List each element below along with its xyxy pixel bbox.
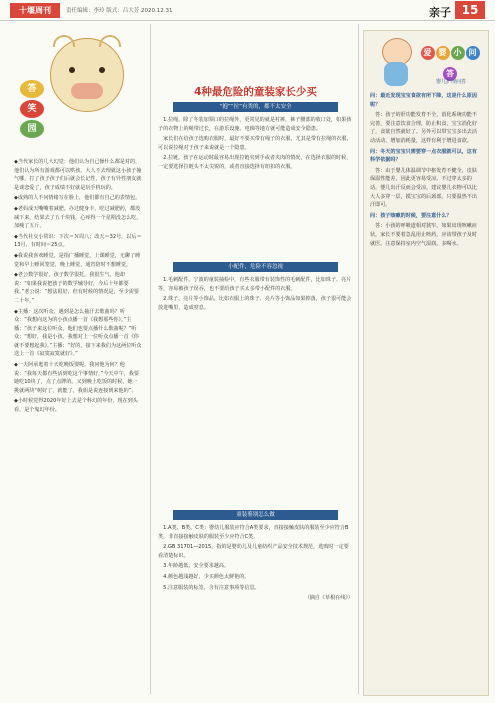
article-paragraph: 1.拉绳。除了冬装加领口的拉绳外，更常见的就是衬裤，裤子腰部的收口处，如果孩子的衣物上的绳带过长，在游乐设施、电梯等地方就可能造成安全隐患。	[158, 117, 352, 132]
qa-title	[420, 40, 480, 81]
qa-title-char: 小	[451, 46, 465, 60]
article-paragraph: 1.毛刺配件。宁波的童装抽检中，有些衣服带有装饰性的毛刺配件，比如珠子、亮片等，容易被孩子误吞，也不要给孩子买太多带小配件的衣服。	[158, 277, 352, 292]
joke-item: ◆当代社交小常识：下次＝Ｎ周八；改天＝32号，以后＝13月，有时间＝25点。	[14, 233, 142, 249]
qa-question: 问：孩子咳嗽的时候，要注意什么？	[370, 212, 452, 219]
baby-illustration	[376, 36, 416, 88]
qa-title-char: 答	[443, 67, 457, 81]
qa-title-char: 问	[466, 46, 480, 60]
badge-char: 笑	[20, 100, 44, 118]
article-paragraph: 2.GB 31701—2015。指的是婴幼儿及儿童纺织产品安全技术规范，选购时一定要看清楚标识。	[158, 544, 349, 559]
article-source: （摘自《草根在线》）	[304, 595, 353, 602]
page-header	[0, 0, 495, 21]
section-subtitle: 童装鉴别怎么做	[173, 510, 338, 520]
section-subtitle: “抱”“拉”有类的，都不太安全	[173, 102, 338, 112]
section-title: 亲子	[429, 6, 451, 19]
qa-title-char: 爱	[421, 46, 435, 60]
joke-item: ◆我说我喜欢睡觉，是指广播睡觉，上课睡觉，无聊了睡觉和早上睡回笼觉，晚上睡觉，通宵陪时不想睡觉。	[14, 252, 141, 268]
column-divider	[358, 24, 359, 694]
qa-answer: 答：孩子的肝功能发育不全，消化系统功能不完善，要注意饮食合理，防止积食，宝宝消化好了，食欲自然就好了。另外可以带宝宝多出去活动活动，增加消耗量，这样有利于增进食欲。	[370, 112, 477, 144]
joke-item: ◆主播：这次听众，遇到是怎么抽汗去歌曲吗？听众：“我想向这为的小孩点播一首《我想那些你》。”主播：“孩子来这位听众，他们也要点播什么歌曲呢？”听众：“想好，我是小孩。我想对上一位听众点播一首《你就不要想起我》。”主播：“好的，接下来我们为这两位听众送上一首《寂寞寂寞就好》。”	[14, 308, 142, 358]
jokes-column	[14, 158, 142, 417]
section-subtitle: 小配件，危险不容忽视	[173, 262, 338, 272]
page-number: 15	[455, 1, 485, 19]
article-section-1	[158, 116, 353, 174]
article-paragraph: 5.注意服装的标签，含有注意事项等信息。	[163, 584, 260, 591]
joke-item: ◆一天阿承逛着十天吃晚饭要呢，我问他为何？他说：“我每天都有些活到吃这个事情好，”今天中午，我要她吃10块了，点了点牌的。又到晚上吃饭的时候，她一挑就两块“树好了，就能了，我姐是说连接到来他的”。	[14, 362, 139, 394]
cow-icon	[50, 38, 124, 112]
badge-char: 答	[20, 80, 44, 98]
qa-subtitle: 婴儿护理问答	[435, 79, 466, 85]
joke-item: ◆老公数学很好，孩子数学很托，我很生气，他却说：“如果我说把孩子的数学辅导好，今后十年都要我。”老公说：“想法很好，但有时候的情况是，至少需要二十年。”	[14, 272, 139, 304]
article-section-2	[158, 276, 353, 314]
cow-illustration	[10, 28, 140, 153]
article-title: 4种最危险的童装家长少买	[194, 86, 317, 98]
joke-item: ◆小时候觉得2020年好上去是个科幻的年份，现在到头看，是个鬼幻年份。	[14, 398, 138, 414]
masthead: 十堰周刊	[10, 3, 60, 18]
article-paragraph: 2.拉链。孩子在运动时最容易出现拉链夹到手或者夹肉的情况，在选择衣服的时候，一定要选择拉链头不太尖锐的，或者直接选择有纽扣的衣服。	[158, 155, 352, 170]
article-section-3	[158, 524, 353, 605]
badge-char: 园	[20, 120, 44, 138]
joke-corner-badge	[20, 80, 46, 140]
article-paragraph: 家长们在给孩子选购衣服时，最好不要买带有绳子的衣服，尤其是带有拉绳的衣服，可以说拉绳对于孩子来说就是一个隐患。	[158, 136, 352, 151]
qa-title-char: 婴	[436, 46, 450, 60]
joke-item: ◆成熟的人不问情绪写在脸上，他们都有自己的表情包。	[14, 195, 141, 202]
joke-item: ◆老妈成天嘴嘴着减肥。办过健身卡，吃过减肥药，都没减下来，结果去了五千块钱，心疼得一个星期没怎么吃，加瘦了五斤。	[14, 205, 142, 230]
article-paragraph: 1.A类、B类、C类：婴幼儿服装应符合A类要求，直接接触皮肤的服装至少应符合B类，非直接接触皮肤的服装至少应符合C类。	[158, 525, 349, 540]
joke-item: ◆当代家长的几大幻觉：他们认为自己操什么都是对的，他们认为所有游戏都可以哄孩。大人不去理就这小孩子撞气哪，打了孩子孩子们后就会长记性，孩子有异性朋友就是谈恋爱了，孩子成绩不好就是玩手机玩的。	[14, 159, 142, 191]
editor-credits: 责任编辑：李玲 版式：吕大芳 2020.12.31	[66, 8, 173, 14]
qa-question: 问：冬天的宝宝只需要穿一点衣服就可以，这有科学依据吗？	[370, 148, 477, 164]
qa-answer: 答：由于婴儿体温调节中枢发育不健全，皮肤保温性能差，因此更容易受凉。不过穿太多的话，婴儿出汗反而会受凉。建议婴儿衣物可以比大人多穿一层，摸宝宝的后颈部，只要温热不出汗即可。	[370, 167, 477, 209]
column-divider	[150, 24, 151, 694]
qa-question: 问：最近发现宝宝食欲有所下降，这是什么原因呢？	[370, 93, 477, 108]
qa-answer: 答：小孩的呼吸道相对狭窄，如果出现咳嗽症状，家长不要着急乱用止咳药，应该带孩子及时就医。注意保持室内空气湿润，多喝水。	[370, 223, 477, 247]
article-paragraph: 4.颜色越浅越好，少买颜色太鲜艳的。	[163, 573, 250, 580]
article-paragraph: 2.珠子、亮片等小饰品。比如衣服上的珠子、亮片等小饰品如果掉落，孩子很可能会放进嘴里，造成窒息。	[158, 296, 352, 311]
qa-list	[370, 92, 482, 250]
article-paragraph: 3.年龄越低，安全要求越高。	[163, 563, 230, 570]
